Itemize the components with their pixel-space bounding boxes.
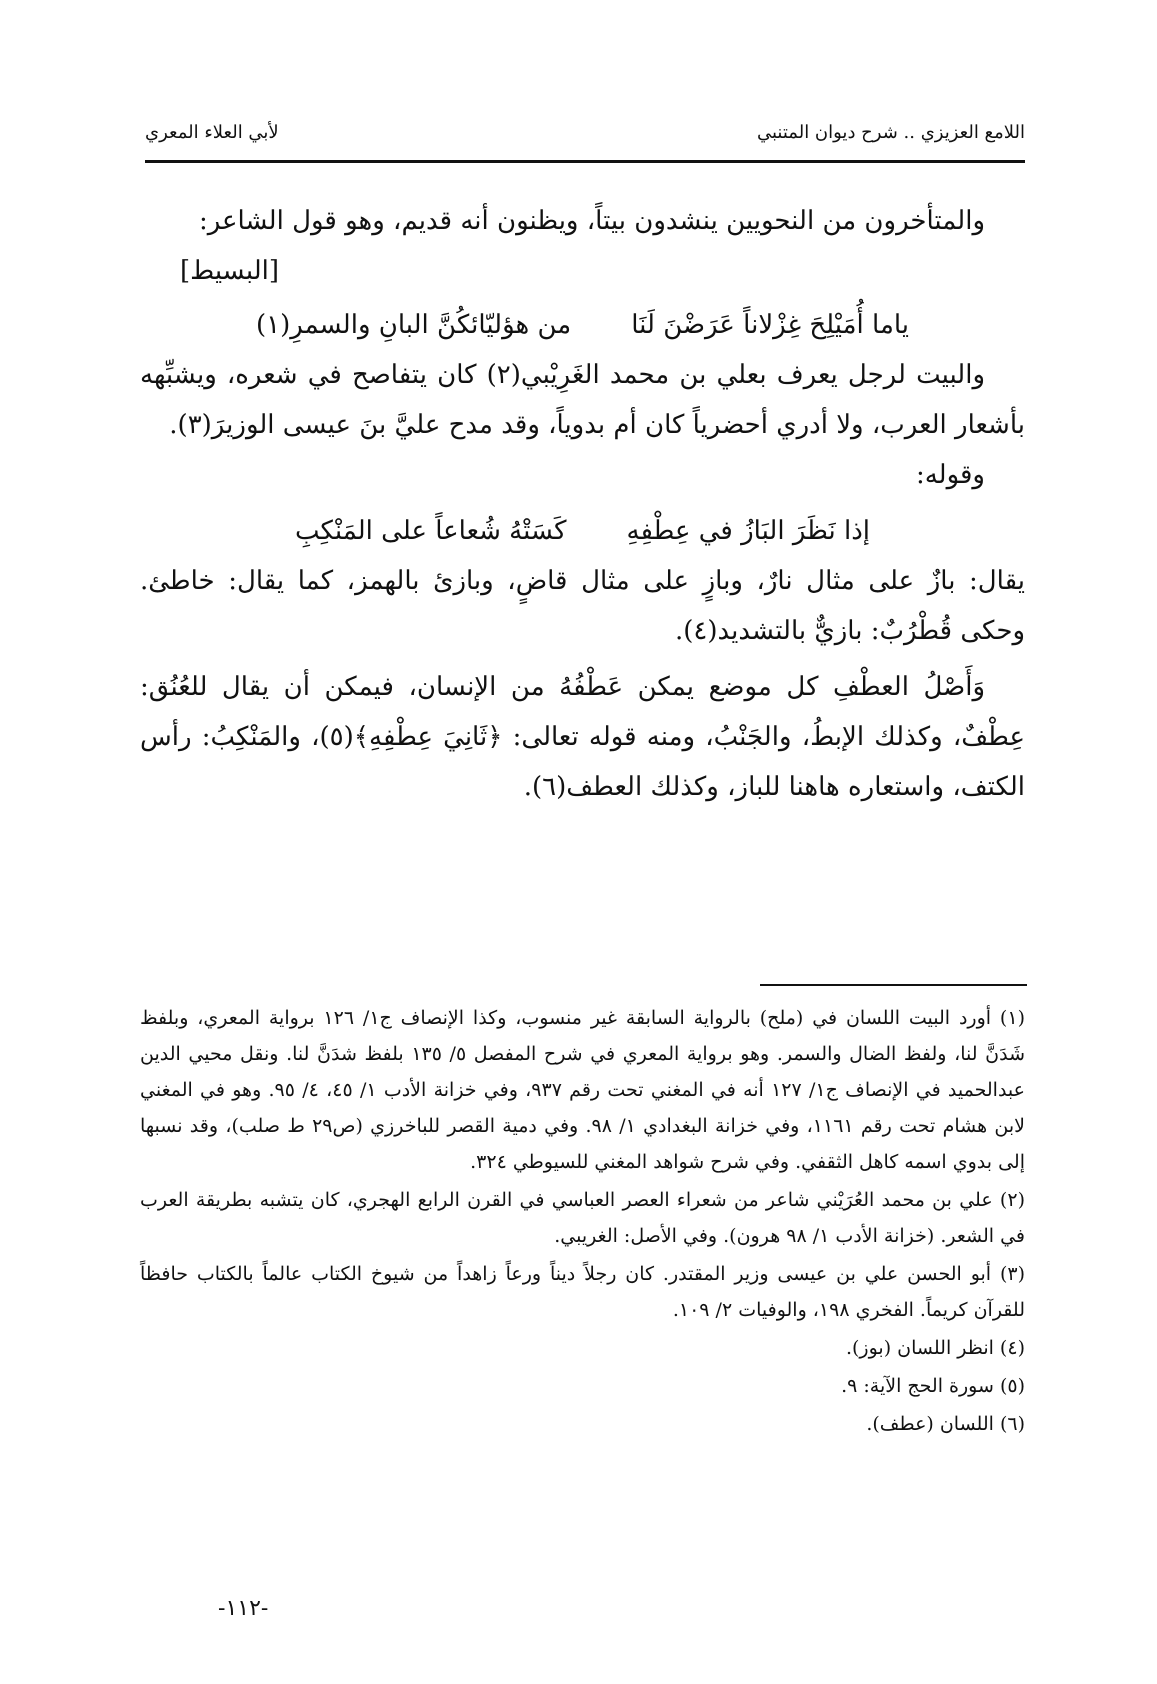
verse-1-second-hemistich: من هؤليّائكُنَّ البانِ والسمرِ(١) <box>255 310 572 340</box>
footnote-3: (٣) أبو الحسن علي بن عيسى وزير المقتدر. كان رجلاً ديناً ورعاً زاهداً من شيوخ الكتاب عالماً بالكتاب حافظاً للقرآن كريماً. الفخري ١٩٨، والوفيات ٢/ ١٠٩. <box>140 1263 1025 1321</box>
paragraph-4: يقال: بازٌ على مثال نارٌ، وبازٍ على مثال قاضٍ، وبازئ بالهمز، كما يقال: خاطئ. وحكى قُطْرُبٌ: بازيٌّ بالتشديد(٤). <box>140 566 1025 646</box>
verse-2-second-hemistich: كَسَتْهُ شُعاعاً على المَنْكِبِ <box>294 516 567 546</box>
author-name: لأبي العلاء المعري <box>145 122 279 143</box>
footnote-2: (٢) علي بن محمد العُرَيْني شاعر من شعراء العصر العباسي في القرن الرابع الهجري، كان يتشبه بطريقة العرب في الشعر. (خزانة الأدب ١/ ٩٨ هرون). وفي الأصل: الغريبي. <box>140 1189 1025 1247</box>
footnote-6: (٦) اللسان (عطف). <box>866 1413 1025 1435</box>
header-divider <box>145 160 1025 163</box>
paragraph-3: وقوله: <box>915 460 985 490</box>
paragraph-1: والمتأخرون من النحويين ينشدون بيتاً، ويظنون أنه قديم، وهو قول الشاعر: <box>198 206 985 236</box>
paragraph-2: والبيت لرجل يعرف بعلي بن محمد الغَرِيْبي(٢) كان يتفاصح في شعره، ويشبِّهه بأشعار العرب، ولا أدري أحضرياً كان أم بدوياً، وقد مدح عليَّ بنَ عيسى الوزيرَ(٣). <box>140 360 1025 440</box>
main-text <box>140 196 1025 812</box>
footnote-divider <box>760 984 1027 986</box>
footnotes <box>140 1000 1025 1444</box>
footnote-1: (١) أورد البيت اللسان في (ملح) بالرواية السابقة غير منسوب، وكذا الإنصاف ج١/ ١٢٦ برواية المعري، وبلفظ شَدَنَّ لنا، ولفظ الضال والسمر. وهو برواية المعري في شرح المفصل ٥/ ١٣٥ بلفظ شدَنَّ لنا. ونقل محيي الدين عبدالحميد في الإنصاف ج١/ ١٢٧ أنه في المغني تحت رقم ٩٣٧، وفي خزانة الأدب ١/ ٤٥، ٤/ ٩٥. وهو في المغني لابن هشام تحت رقم ١١٦١، وفي خزانة البغدادي ١/ ٩٨. وفي دمية القصر للباخرزي (ص٢٩ ط صلب)، وقد نسبها إلى بدوي اسمه كاهل الثقفي. وفي شرح شواهد المغني للسيوطي ٣٢٤. <box>140 1007 1025 1173</box>
verse-2 <box>140 506 1025 556</box>
book-title: اللامع العزيزي .. شرح ديوان المتنبي <box>757 122 1025 143</box>
paragraph-5: وَأَصْلُ العطْفِ كل موضع يمكن عَطْفُهُ من الإنسان، فيمكن أن يقال للعُنُق: عِطْفٌ، وكذلك الإبطُ، والجَنْبُ، ومنه قوله تعالى: ﴿ثَانِيَ عِطْفِهِ﴾(٥)، والمَنْكِبُ: رأس الكتف، واستعاره هاهنا للباز، وكذلك العطف(٦). <box>140 672 1025 802</box>
footnote-4: (٤) انظر اللسان (بوز). <box>845 1337 1025 1359</box>
footnote-5: (٥) سورة الحج الآية: ٩. <box>841 1375 1025 1397</box>
verse-2-first-hemistich: إذا نَظَرَ البَازُ في عِطْفِهِ <box>626 516 871 546</box>
running-header <box>145 122 1025 156</box>
meter-label: [البسيط] <box>180 256 279 286</box>
verse-1 <box>140 300 1025 350</box>
verse-1-first-hemistich: ياما أُمَيْلِحَ غِزْلاناً عَرَضْنَ لَنَا <box>631 310 910 340</box>
page-number: -١١٢- <box>218 1596 269 1621</box>
